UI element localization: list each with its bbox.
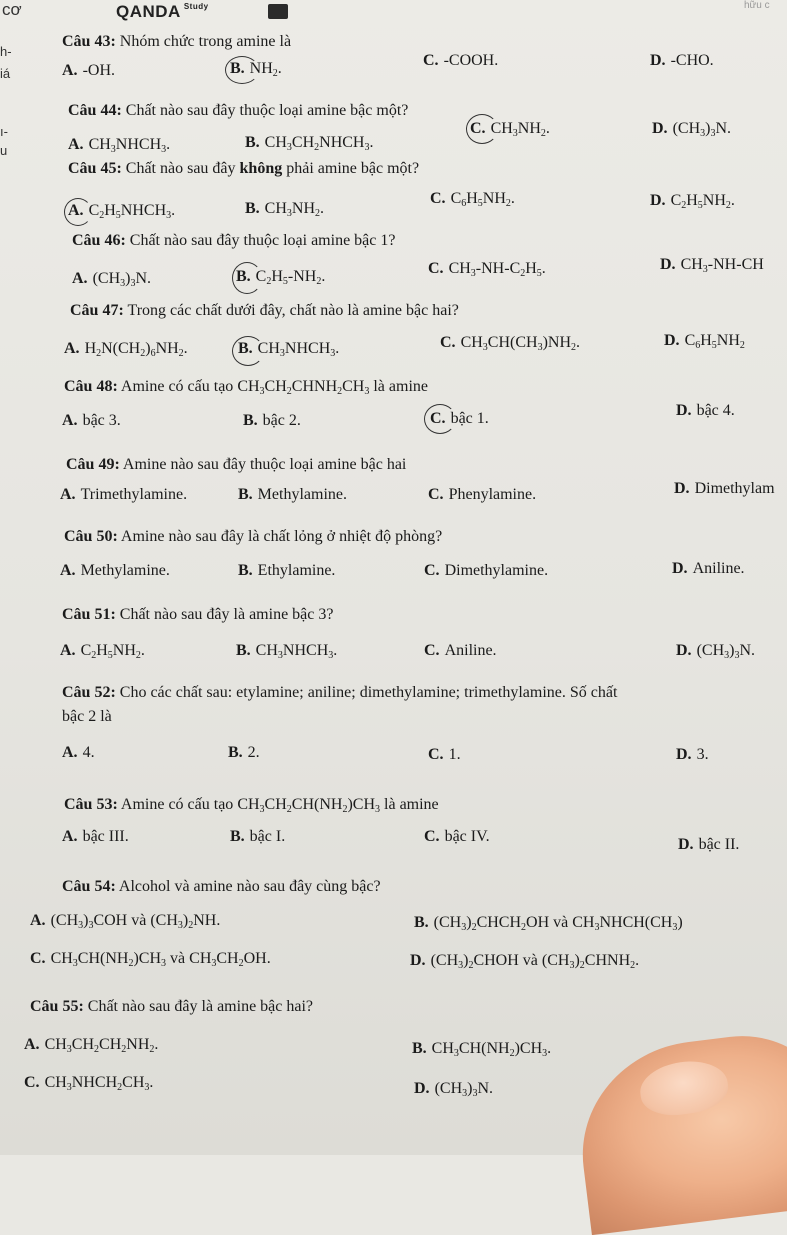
q55-option-a[interactable]: A. $CH_3CH_2CH_2NH_2$.	[24, 1036, 159, 1055]
app-header	[0, 0, 787, 30]
q51-option-c[interactable]: C. Aniline.	[424, 642, 497, 659]
q51-option-a[interactable]: A. $C_2H_5NH_2$.	[60, 642, 145, 661]
q44-option-d[interactable]: D. $(CH_3)_3N$.	[652, 120, 732, 139]
q46-option-d[interactable]: D. $CH_3-NH-CH$	[660, 256, 764, 275]
q48-option-d[interactable]: D. bậc 4.	[676, 402, 735, 419]
q55-option-c[interactable]: C. $CH_3NHCH_2CH_3$.	[24, 1074, 154, 1093]
q46-option-b[interactable]: B. $C_2H_5-NH_2$.	[236, 268, 326, 287]
question-54: Câu 54: Alcohol và amine nào sau đây cùng bậc?	[62, 878, 381, 895]
q51-option-b[interactable]: B. $CH_3NHCH_3$.	[236, 642, 338, 661]
header-mark-icon	[268, 4, 288, 19]
q44-option-a[interactable]: A. $CH_3NHCH_3$.	[68, 136, 171, 155]
q47-option-b[interactable]: B. $CH_3NHCH_3$.	[238, 340, 340, 359]
qanda-logo: QANDA $^{Study}$	[116, 2, 209, 21]
q53-option-c[interactable]: C. bậc IV.	[424, 828, 490, 845]
question-45: Câu 45: Chất nào sau đây không phải amine bậc một?	[68, 160, 420, 177]
q48-option-a[interactable]: A. bậc 3.	[62, 412, 121, 429]
q46-option-c[interactable]: C. $CH_3-NH-C_2H_5$.	[428, 260, 546, 279]
question-52: Câu 52: Cho các chất sau: etylamine; aniline; dimethylamine; trimethylamine. Số chất	[62, 684, 618, 701]
question-47: Câu 47: Trong các chất dưới đây, chất nào là amine bậc hai?	[70, 302, 459, 319]
q52-option-a[interactable]: A. 4.	[62, 744, 95, 761]
q44-option-c[interactable]: C. $CH_3NH_2$.	[470, 120, 550, 139]
q49-option-c[interactable]: C. Phenylamine.	[428, 486, 537, 503]
q51-option-d[interactable]: D. $(CH_3)_3N$.	[676, 642, 756, 661]
q52-option-c[interactable]: C. 1.	[428, 746, 461, 763]
q45-option-b[interactable]: B. $CH_3NH_2$.	[245, 200, 325, 219]
question-49: Câu 49: Amine nào sau đây thuộc loại amine bậc hai	[66, 456, 407, 473]
question-44: Câu 44: Chất nào sau đây thuộc loại amine bậc một?	[68, 102, 409, 119]
q55-option-d[interactable]: D. $(CH_3)_3N$.	[414, 1080, 494, 1099]
q53-option-b[interactable]: B. bậc I.	[230, 828, 286, 845]
margin-fragment: iá	[0, 66, 11, 81]
q43-option-d[interactable]: D. -CHO.	[650, 52, 714, 69]
finger-occlusion	[570, 1025, 787, 1235]
q47-option-a[interactable]: A. $H_2N(CH_2)_6NH_2$.	[64, 340, 188, 359]
q54-option-d[interactable]: D. $(CH_3)_2CHOH$ và $(CH_3)_2CHNH_2$.	[410, 952, 640, 971]
header-fragment-right: hữu c	[744, 0, 770, 11]
q54-option-c[interactable]: C. $CH_3CH(NH_2)CH_3$ và $CH_3CH_2OH$.	[30, 950, 271, 969]
q48-option-c[interactable]: C. bậc 1.	[430, 410, 489, 427]
q48-option-b[interactable]: B. bậc 2.	[243, 412, 301, 429]
margin-fragment: ı-	[0, 124, 8, 139]
q53-option-d[interactable]: D. bậc II.	[678, 836, 740, 853]
q45-option-d[interactable]: D. $C_2H_5NH_2$.	[650, 192, 735, 211]
margin-fragment: h-	[0, 44, 12, 59]
q47-option-d[interactable]: D. $C_6H_5NH_2$	[664, 332, 745, 351]
margin-fragment: u	[0, 143, 8, 158]
q49-option-a[interactable]: A. Trimethylamine.	[60, 486, 188, 503]
q45-option-a[interactable]: A. $C_2H_5NHCH_3$.	[68, 202, 176, 221]
question-48: Câu 48: Amine có cấu tạo $CH_3CH_2CHNH_2CH_3$ là amine	[64, 378, 428, 397]
q45-option-c[interactable]: C. $C_6H_5NH_2$.	[430, 190, 515, 209]
question-46: Câu 46: Chất nào sau đây thuộc loại amine bậc 1?	[72, 232, 396, 249]
q52-option-b[interactable]: B. 2.	[228, 744, 260, 761]
question-51: Câu 51: Chất nào sau đây là amine bậc 3?	[62, 606, 334, 623]
question-52-line2: bậc 2 là	[62, 708, 112, 725]
question-43: Câu 43: Nhóm chức trong amine là	[62, 33, 292, 50]
question-53: Câu 53: Amine có cấu tạo $CH_3CH_2CH(NH_2)CH_3$ là amine	[64, 796, 439, 815]
q50-option-c[interactable]: C. Dimethylamine.	[424, 562, 549, 579]
question-50: Câu 50: Amine nào sau đây là chất lỏng ở nhiệt độ phòng?	[64, 528, 443, 545]
q49-option-d[interactable]: D. Dimethylam	[674, 480, 775, 497]
q44-option-b[interactable]: B. $CH_3CH_2NHCH_3$.	[245, 134, 374, 153]
question-55: Câu 55: Chất nào sau đây là amine bậc hai?	[30, 998, 314, 1015]
header-fragment-left: cơ	[2, 0, 22, 19]
q43-option-c[interactable]: C. -COOH.	[423, 52, 499, 69]
q46-option-a[interactable]: A. $(CH_3)_3N$.	[72, 270, 152, 289]
q50-option-b[interactable]: B. Ethylamine.	[238, 562, 336, 579]
q43-option-b[interactable]: B. $NH_2$.	[230, 60, 282, 79]
q47-option-c[interactable]: C. $CH_3CH(CH_3)NH_2$.	[440, 334, 581, 353]
q50-option-d[interactable]: D. Aniline.	[672, 560, 745, 577]
q52-option-d[interactable]: D. 3.	[676, 746, 709, 763]
q49-option-b[interactable]: B. Methylamine.	[238, 486, 347, 503]
q43-option-a[interactable]: A. -OH.	[62, 62, 115, 79]
q54-option-a[interactable]: A. $(CH_3)_3COH$ và $(CH_3)_2NH$.	[30, 912, 221, 931]
q55-option-b[interactable]: B. $CH_3CH(NH_2)CH_3$.	[412, 1040, 552, 1059]
q54-option-b[interactable]: B. $(CH_3)_2CHCH_2OH$ và $CH_3NHCH(CH_3)$	[414, 914, 683, 933]
q53-option-a[interactable]: A. bậc III.	[62, 828, 129, 845]
q50-option-a[interactable]: A. Methylamine.	[60, 562, 170, 579]
